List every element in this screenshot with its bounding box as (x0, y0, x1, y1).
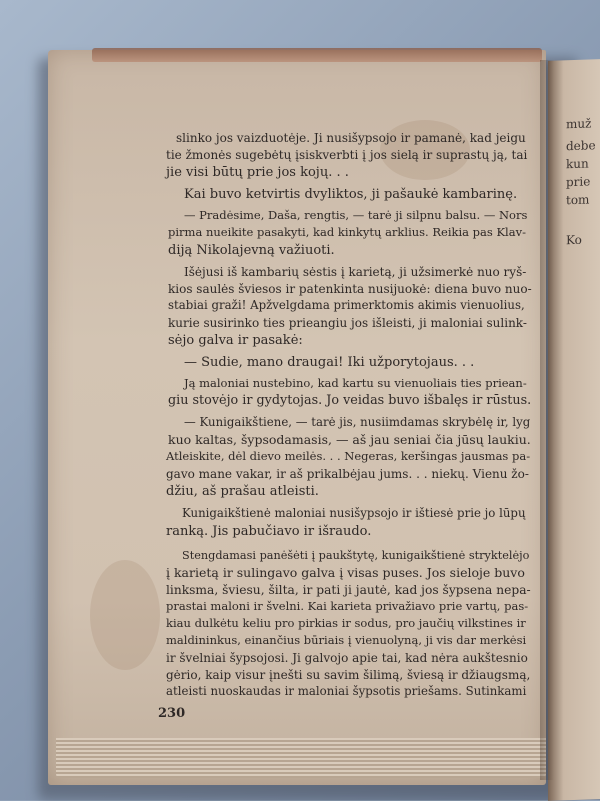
text-line: linksma, šviesu, šilta, ir pati ji jautė, kad jos šypsena nepa- (166, 583, 531, 597)
text-line: gėrio, kaip visur įnešti su savim šilimą, šviesą ir džiaugsmą, (166, 668, 531, 682)
text-line: maldininkus, einančius būriais į vienuolyną, ji vis dar merkėsi (166, 633, 527, 647)
facing-fragment: prie (566, 174, 591, 190)
facing-fragment: kun (566, 156, 589, 172)
facing-fragment: Ko (566, 232, 582, 248)
text-line: — Sudie, mano draugai! Iki užporytojaus. . . (184, 355, 475, 370)
text-line: kurie susirinko ties prieangiu jos išleisti, ji maloniai sulink- (168, 316, 527, 330)
text-line: — Kunigaikštiene, — tarė jis, nusiimdamas skrybėlę ir, lyg (184, 415, 531, 429)
page-number: 230 (158, 706, 186, 721)
text-line: kios saulės šviesos ir patenkinta nusijuokė: diena buvo nuo- (168, 282, 532, 296)
text-line: slinko jos vaizduotėje. Ji nusišypsojo ir pamanė, kad jeigu (176, 131, 526, 145)
facing-fragment: debe (566, 138, 596, 154)
text-line: — Pradėsime, Daša, rengtis, — tarė ji silpnu balsu. — Nors (184, 208, 528, 222)
text-line: Kunigaikštienė maloniai nusišypsojo ir ištiesė prie jo lūpų (182, 506, 526, 520)
text-line: į karietą ir sulingavo galva į visas puses. Jos sieloje buvo (166, 565, 525, 580)
facing-fragment: tom (566, 192, 590, 208)
text-line: sėjo galva ir pasakė: (168, 333, 303, 348)
text-line: kiau dulkėtu keliu pro pirkias ir sodus, pro jaučių vilkstines ir (166, 616, 526, 630)
text-line: giu stovėjo ir gydytojas. Jo veidas buvo išbalęs ir rūstus. (168, 393, 532, 408)
text-line: stabiai graži! Apžvelgdama primerktomis akimis vienuolius, (168, 298, 525, 312)
text-line: prastai maloni ir švelni. Kai karieta privažiavo prie vartų, pas- (166, 599, 529, 613)
text-line: pirma nueikite pasakyti, kad kinkytų arklius. Reikia pas Klav- (168, 225, 526, 239)
text-line: jie visi būtų prie jos kojų. . . (166, 165, 349, 180)
text-line: Kai buvo ketvirtis dvyliktos, ji pašaukė kambarinę. (184, 187, 518, 202)
text-line: Stengdamasi panėšėti į paukštytę, kunigaikštienė stryktelėjo (182, 549, 530, 562)
text-line: Atleiskite, dėl dievo meilės. . . Negeras, keršingas jausmas pa- (166, 449, 531, 463)
text-line: tie žmonės sugebėtų įsiskverbti į jos sielą ir suprastų ją, tai (166, 148, 528, 162)
text-line: džiu, aš prašau atleisti. (166, 484, 319, 499)
text-line: Išėjusi iš kambarių sėstis į karietą, ji užsimerkė nuo ryš- (184, 265, 527, 279)
text-line: kuo kaltas, šypsodamasis, — aš jau seniai čia jūsų laukiu. (168, 432, 531, 447)
text-line: ranką. Jis pabučiavo ir išraudo. (166, 524, 372, 539)
text-line: atleisti nuoskaudas ir maloniai šypsotis priešams. Sutinkami (166, 684, 527, 698)
facing-fragment: muž (566, 116, 592, 132)
text-line: diją Nikolajevną važiuoti. (168, 243, 335, 258)
text-line: Ją maloniai nustebino, kad kartu su vienuoliais ties priean- (184, 376, 527, 390)
text-line: gavo mane vakar, ir aš prikalbėjau jums. . . niekų. Vienu žo- (166, 467, 529, 481)
text-line: ir švelniai šypsojosi. Ji galvojo apie tai, kad nėra aukštesnio (166, 651, 528, 665)
